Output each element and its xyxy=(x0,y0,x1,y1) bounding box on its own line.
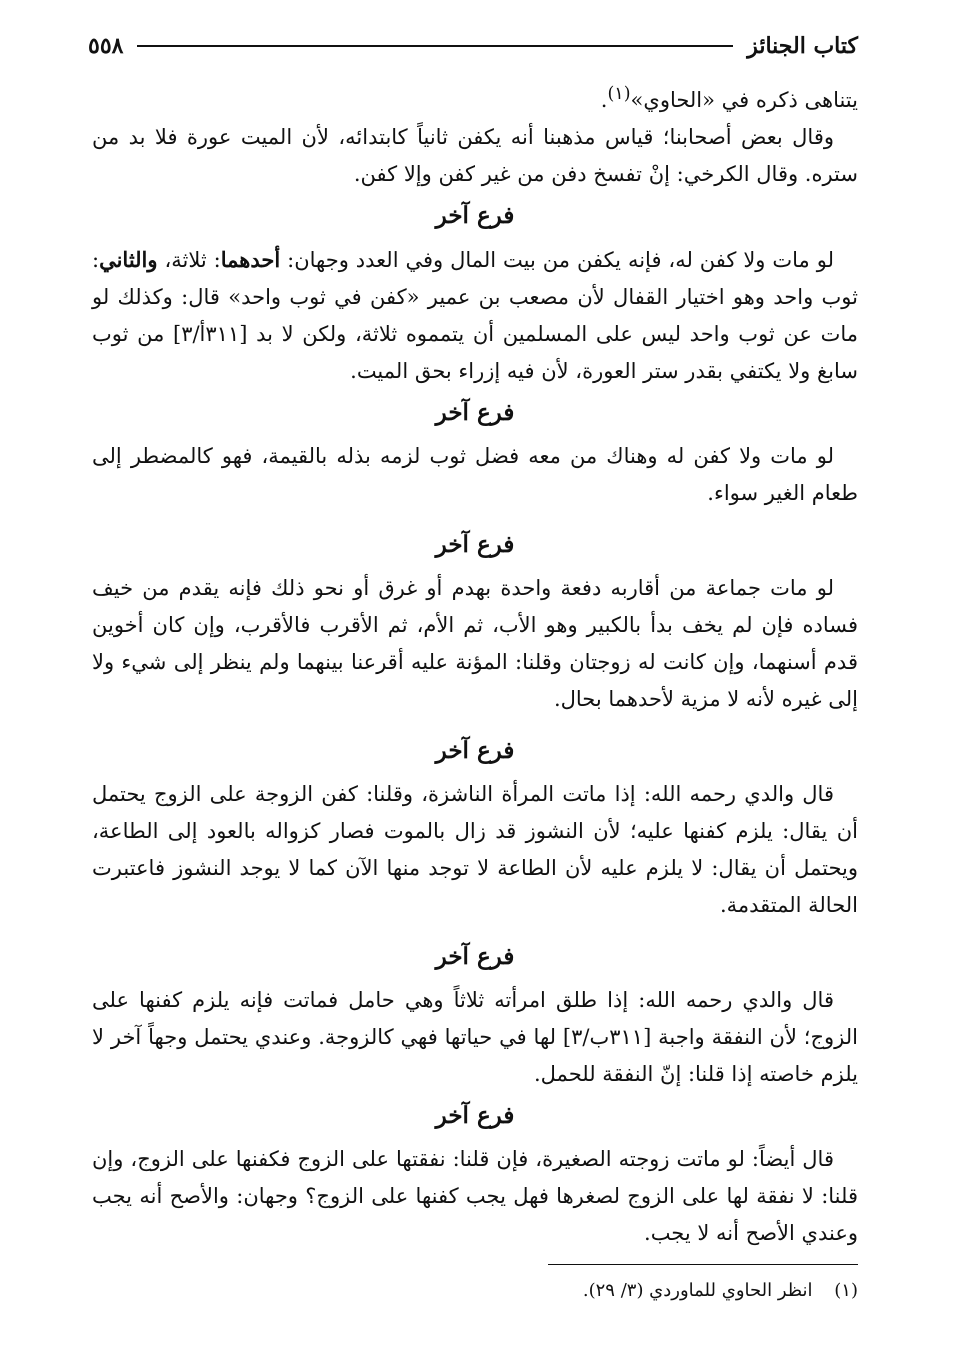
paragraph-3-e: : ثوب واحد وهو اختيار القفال لأن مصعب بن عمير «كفن في ثوب واحد» قال: وكذلك لو مات عن ثوب واحد ليس على المسلمين أن يتمموه ثلاثة، ولكن لا بد [٣١١أ/٣] من ثوب سابغ ولا يكتفي بقدر ستر العورة، لأن فيه إزراء بحق الميت. xyxy=(92,248,858,383)
page-number: ٥٥٨ xyxy=(88,33,124,59)
paragraph-3-bold-second: والثاني xyxy=(99,247,158,272)
paragraph-8: قال أيضاً: لو ماتت زوجته الصغيرة، فإن قلنا: نفقتها على الزوج فكفنها على الزوج، وإن قلنا: لا نفقة لها على الزوج لصغرها فهل يجب كفنها على الزوج؟ وجهان: والأصح أنه يجب وعندي الأصح أنه لا يجب. xyxy=(92,1147,858,1245)
paragraph-2: وقال بعض أصحابنا؛ قياس مذهبنا أنه يكفن ثانياً كابتدائه، لأن الميت عورة فلا بد من ستره. وقال الكرخي: إنْ تفسخ دفن من غير كفن وإلا كفن. xyxy=(92,125,858,186)
footnote-reference: (١) xyxy=(607,84,631,104)
footnote xyxy=(158,1276,858,1306)
paragraph-3-bold-first: أحدهما xyxy=(220,247,281,272)
paragraph-5: لو مات جماعة من أقاربه دفعة واحدة بهدم أو غرق أو نحو ذلك فإنه يقدم من خيف فساده فإن لم يخف بدأ بالكبير وهو الأب، ثم الأم، ثم الأقرب فالأقرب، وإن كان أخوين قدم أسنهما، وإن كانت له زوجتان وقلنا: المؤنة عليه أقرعنا بينهما ولم ينظر إلى شيء ولا إلى غيره لأنه لا مزية لأحدهما بحال. xyxy=(92,576,858,711)
paragraph-1-end: . xyxy=(600,88,608,112)
paragraph-1-text: يتناهى ذكره في «الحاوي» xyxy=(630,88,858,112)
section-heading-5: فرع آخر xyxy=(435,943,515,970)
section-heading-1: فرع آخر xyxy=(435,202,515,229)
paragraph-4: لو مات ولا كفن له وهناك من معه فضل ثوب لزمه بذله بالقيمة، فهو كالمضطر إلى طعام الغير سواء. xyxy=(92,444,858,505)
section-heading-6: فرع آخر xyxy=(435,1102,515,1129)
paragraph-7: قال والدي رحمه الله: إذا طلق امرأته ثلاثاً وهي حامل فماتت فإنه يلزم كفنها على الزوج؛ لأن النفقة واجبة [٣١١ب/٣] لها في حياتها فهي كالزوجة. وعندي يحتمل وجهاً آخر لا يلزم خاصته إذا قلنا: إنّ النفقة للحمل. xyxy=(92,988,858,1086)
footnote-number: (١) xyxy=(834,1280,858,1301)
page-header xyxy=(88,30,858,62)
paragraph-1 xyxy=(92,76,858,119)
paragraph-3-a: لو مات ولا كفن له، فإنه يكفن من بيت المال وفي العدد وجهان: xyxy=(287,248,834,272)
paragraph-3 xyxy=(92,241,858,390)
page-body xyxy=(92,76,858,1252)
book-title: كتاب الجنائز xyxy=(747,33,858,59)
section-heading-2: فرع آخر xyxy=(435,399,515,426)
paragraph-6: قال والدي رحمه الله: إذا ماتت المرأة الناشزة، وقلنا: كفن الزوجة على الزوج يحتمل أن يقال: يلزم كفنها عليه؛ لأن النشوز قد زال بالموت فصار كزواله بالعود إلى الطاعة، ويحتمل أن يقال: لا يلزم عليه لأن الطاعة لا توجد منها الآن كما لا يوجد النشوز فاعتبرت الحالة المتقدمة. xyxy=(92,782,858,917)
footnote-divider xyxy=(548,1264,858,1265)
section-heading-3: فرع آخر xyxy=(435,531,515,558)
header-rule xyxy=(137,45,733,47)
paragraph-3-c: : ثلاثة، xyxy=(164,248,221,272)
section-heading-4: فرع آخر xyxy=(435,737,515,764)
footnote-text: انظر الحاوي للماوردي (٣/ ٢٩). xyxy=(582,1280,813,1301)
